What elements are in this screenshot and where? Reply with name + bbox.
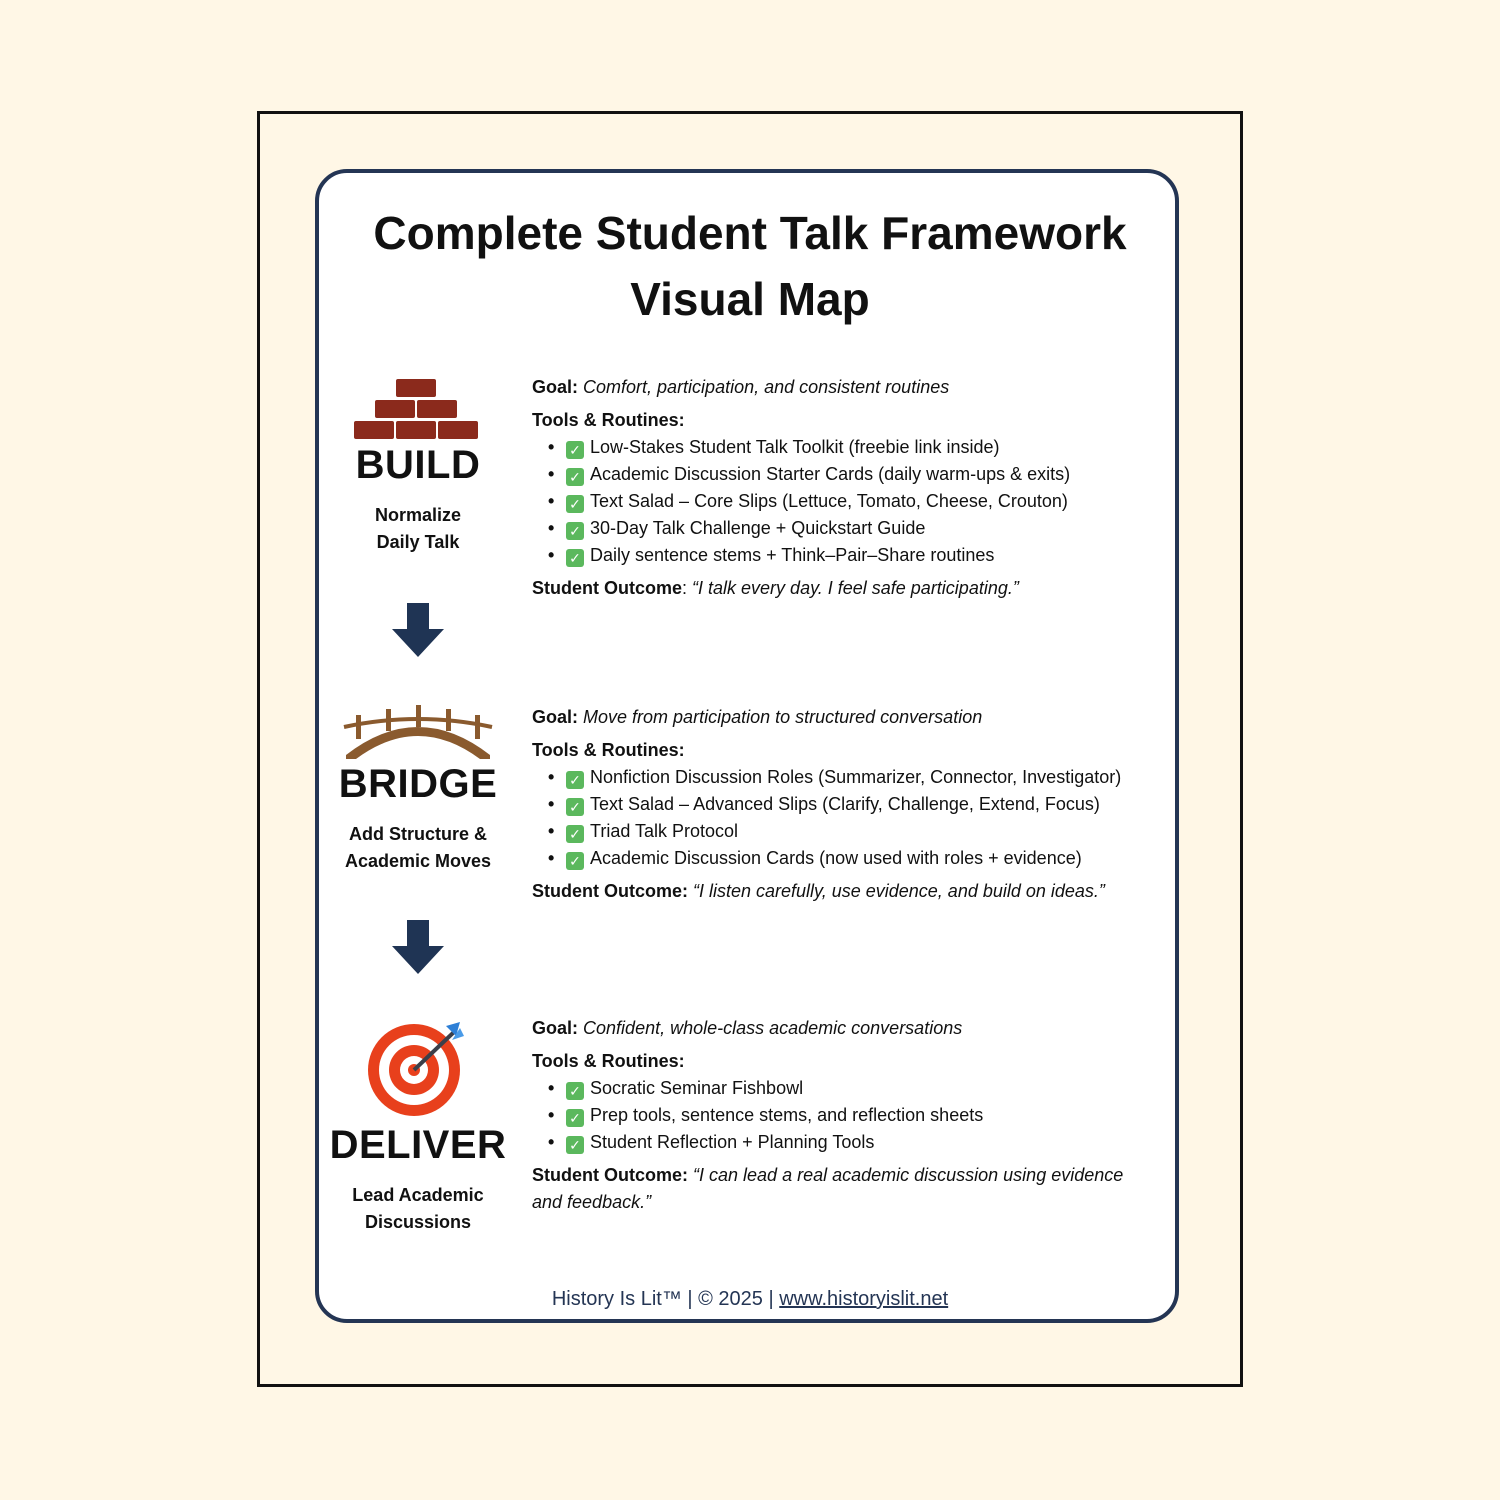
bridge-details bbox=[532, 704, 1172, 905]
subtitle-line: Add Structure & bbox=[348, 824, 487, 844]
website-link[interactable]: www.historyislit.net bbox=[779, 1288, 949, 1310]
title-line-2: Visual Map bbox=[630, 273, 870, 325]
list-item bbox=[566, 542, 1172, 569]
goal bbox=[532, 1015, 1172, 1042]
list-item bbox=[566, 1129, 1172, 1156]
stage-title-bridge: BRIDGE bbox=[338, 762, 498, 806]
tool-text: Daily sentence stems + Think–Pair–Share routines bbox=[590, 545, 995, 565]
tools-heading: Tools & Routines: bbox=[532, 1051, 685, 1071]
goal-label: Goal: bbox=[532, 377, 579, 397]
subtitle-line: Discussions bbox=[364, 1212, 472, 1232]
bridge-icon bbox=[340, 705, 496, 759]
footer bbox=[0, 1288, 1500, 1311]
check-icon: ✓ bbox=[566, 798, 584, 816]
outcome-label: Student Outcome bbox=[532, 578, 683, 598]
stage-title-build: BUILD bbox=[355, 443, 481, 487]
tool-text: Triad Talk Protocol bbox=[590, 821, 739, 841]
tool-text: Socratic Seminar Fishbowl bbox=[590, 1078, 804, 1098]
deliver-stage bbox=[318, 1020, 518, 1236]
tool-text: Low-Stakes Student Talk Toolkit (freebie link inside) bbox=[590, 437, 1000, 457]
list-item bbox=[566, 1102, 1172, 1129]
list-item bbox=[566, 434, 1172, 461]
list-item bbox=[566, 764, 1172, 791]
arrow-down-icon bbox=[392, 603, 444, 657]
list-item bbox=[566, 791, 1172, 818]
goal-text: Comfort, participation, and consistent routines bbox=[583, 377, 950, 397]
list-item bbox=[566, 488, 1172, 515]
check-icon: ✓ bbox=[566, 468, 584, 486]
check-icon: ✓ bbox=[566, 825, 584, 843]
arrow-down-icon bbox=[392, 920, 444, 974]
tool-text: Academic Discussion Cards (now used with roles + evidence) bbox=[590, 848, 1082, 868]
subtitle-line: Normalize bbox=[374, 505, 462, 525]
check-icon: ✓ bbox=[566, 771, 584, 789]
subtitle-line: Academic Moves bbox=[344, 851, 492, 871]
student-outcome: Student Outcome: “I talk every day. I feel safe participating.” bbox=[532, 578, 1019, 598]
tool-text: Prep tools, sentence stems, and reflection sheets bbox=[590, 1105, 984, 1125]
tools-list bbox=[532, 1075, 1172, 1156]
goal bbox=[532, 704, 1172, 731]
check-icon: ✓ bbox=[566, 441, 584, 459]
deliver-details bbox=[532, 1015, 1172, 1216]
check-icon: ✓ bbox=[566, 549, 584, 567]
goal bbox=[532, 374, 1172, 401]
goal-text: Move from participation to structured conversation bbox=[583, 707, 983, 727]
outcome-text: “I talk every day. I feel safe participating.” bbox=[692, 578, 1019, 598]
tool-text: Text Salad – Advanced Slips (Clarify, Challenge, Extend, Focus) bbox=[590, 794, 1100, 814]
list-item bbox=[566, 515, 1172, 542]
title-line-1: Complete Student Talk Framework bbox=[373, 207, 1127, 259]
stage-subtitle bbox=[318, 821, 518, 875]
check-icon: ✓ bbox=[566, 1136, 584, 1154]
list-item bbox=[566, 818, 1172, 845]
tools-list bbox=[532, 434, 1172, 569]
tools-list bbox=[532, 764, 1172, 872]
goal-text: Confident, whole-class academic conversations bbox=[583, 1018, 963, 1038]
page-title bbox=[0, 200, 1500, 332]
target-icon bbox=[368, 1020, 468, 1118]
list-item bbox=[566, 461, 1172, 488]
outcome-label: Student Outcome: bbox=[532, 881, 688, 901]
tool-text: 30-Day Talk Challenge + Quickstart Guide bbox=[590, 518, 926, 538]
tool-text: Student Reflection + Planning Tools bbox=[590, 1132, 875, 1152]
check-icon: ✓ bbox=[566, 1082, 584, 1100]
list-item bbox=[566, 1075, 1172, 1102]
check-icon: ✓ bbox=[566, 522, 584, 540]
stage-subtitle bbox=[318, 1182, 518, 1236]
goal-label: Goal: bbox=[532, 707, 579, 727]
list-item bbox=[566, 845, 1172, 872]
subtitle-line: Daily Talk bbox=[376, 532, 460, 552]
footer-text: History Is Lit™ | © 2025 | bbox=[551, 1288, 780, 1310]
tool-text: Text Salad – Core Slips (Lettuce, Tomato, Cheese, Crouton) bbox=[590, 491, 1068, 511]
check-icon: ✓ bbox=[566, 852, 584, 870]
tools-heading: Tools & Routines: bbox=[532, 410, 685, 430]
check-icon: ✓ bbox=[566, 495, 584, 513]
outcome-label: Student Outcome: bbox=[532, 1165, 688, 1185]
tool-text: Nonfiction Discussion Roles (Summarizer, Connector, Investigator) bbox=[590, 767, 1122, 787]
build-details bbox=[532, 374, 1172, 602]
brick-wall-icon bbox=[354, 378, 482, 440]
build-stage bbox=[318, 378, 518, 556]
bridge-stage bbox=[318, 705, 518, 875]
goal-label: Goal: bbox=[532, 1018, 579, 1038]
subtitle-line: Lead Academic bbox=[352, 1185, 484, 1205]
tools-heading: Tools & Routines: bbox=[532, 740, 685, 760]
tool-text: Academic Discussion Starter Cards (daily warm-ups & exits) bbox=[590, 464, 1071, 484]
stage-title-deliver: DELIVER bbox=[329, 1123, 507, 1167]
stage-subtitle bbox=[318, 502, 518, 556]
outcome-text: “I listen carefully, use evidence, and build on ideas.” bbox=[693, 881, 1105, 901]
check-icon: ✓ bbox=[566, 1109, 584, 1127]
student-outcome bbox=[532, 878, 1172, 905]
outcome-text: “I can lead a real academic discussion using evidence and feedback.” bbox=[532, 1165, 1124, 1212]
student-outcome bbox=[532, 1162, 1152, 1216]
